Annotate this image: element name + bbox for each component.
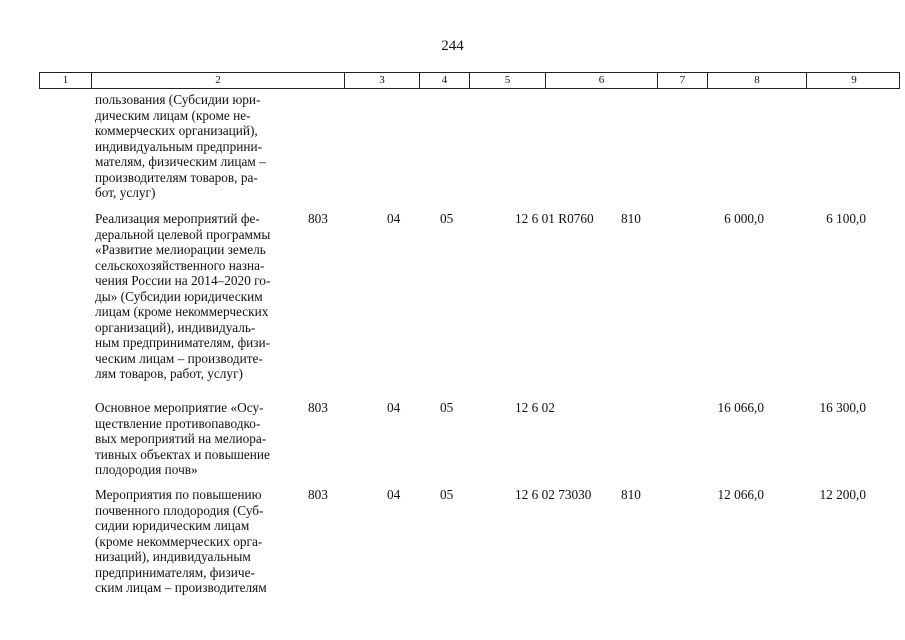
row-code-7: 810 xyxy=(621,487,641,502)
table-row xyxy=(0,92,905,211)
row-code-6: 12 6 01 R0760 xyxy=(515,211,594,226)
table-header-row xyxy=(39,72,900,89)
table-row xyxy=(0,400,905,487)
row-code-7: 810 xyxy=(621,211,641,226)
row-code-3: 803 xyxy=(308,211,328,226)
table-body xyxy=(0,92,905,607)
row-code-3: 803 xyxy=(308,400,328,415)
table-row xyxy=(0,487,905,607)
row-code-3: 803 xyxy=(308,487,328,502)
row-code-4: 04 xyxy=(387,400,401,415)
header-col-2: 2 xyxy=(92,73,345,88)
row-amount-9: 16 300,0 xyxy=(819,400,866,415)
header-col-9: 9 xyxy=(851,74,857,86)
header-col-6: 6 xyxy=(546,73,658,88)
row-amount-8: 16 066,0 xyxy=(717,400,764,415)
row-code-5: 05 xyxy=(440,400,454,415)
header-col-7: 7 xyxy=(658,73,708,88)
row-code-5: 05 xyxy=(440,211,454,226)
row-description: Реализация мероприятий фе- деральной целевой программы «Развитие мелиорации земель сельскохозяйственного назна- чения России на 2014–2020 го- ды» (Субсидии юридическим лицам (кроме некоммерческих организаций), индивидуаль- ным предпринимателям, физи- ческим лицам – производите- лям товаров, работ, услуг) xyxy=(95,211,271,381)
row-description: Мероприятия по повышению почвенного плодородия (Суб- сидии юридическим лицам (кроме некоммерческих орга- низаций), индивидуальным предпринимателям, физиче- ским лицам – производителям xyxy=(95,487,267,595)
row-code-6: 12 6 02 73030 xyxy=(515,487,592,502)
row-description: пользования (Субсидии юри- дическим лицам (кроме не- коммерческих организаций), индивидуальным предприни- мателям, физическим лицам – производителям товаров, ра- бот, услуг) xyxy=(95,92,266,200)
row-code-5: 05 xyxy=(440,487,454,502)
header-col-3: 3 xyxy=(345,73,420,88)
table-row xyxy=(0,211,905,400)
row-code-4: 04 xyxy=(387,487,401,502)
row-amount-9: 12 200,0 xyxy=(819,487,866,502)
row-code-6: 12 6 02 xyxy=(515,400,555,415)
header-col-8: 8 xyxy=(708,73,807,88)
row-amount-9: 6 100,0 xyxy=(826,211,866,226)
row-description: Основное мероприятие «Осу- ществление противопаводко- вых мероприятий на мелиора- тивных объектах и повышение плодородия почв» xyxy=(95,400,270,477)
header-col-4: 4 xyxy=(420,73,470,88)
page-number: 244 xyxy=(441,38,464,54)
row-amount-8: 12 066,0 xyxy=(717,487,764,502)
row-amount-8: 6 000,0 xyxy=(724,211,764,226)
header-col-1: 1 xyxy=(40,73,92,88)
row-code-4: 04 xyxy=(387,211,401,226)
header-col-5: 5 xyxy=(470,73,546,88)
